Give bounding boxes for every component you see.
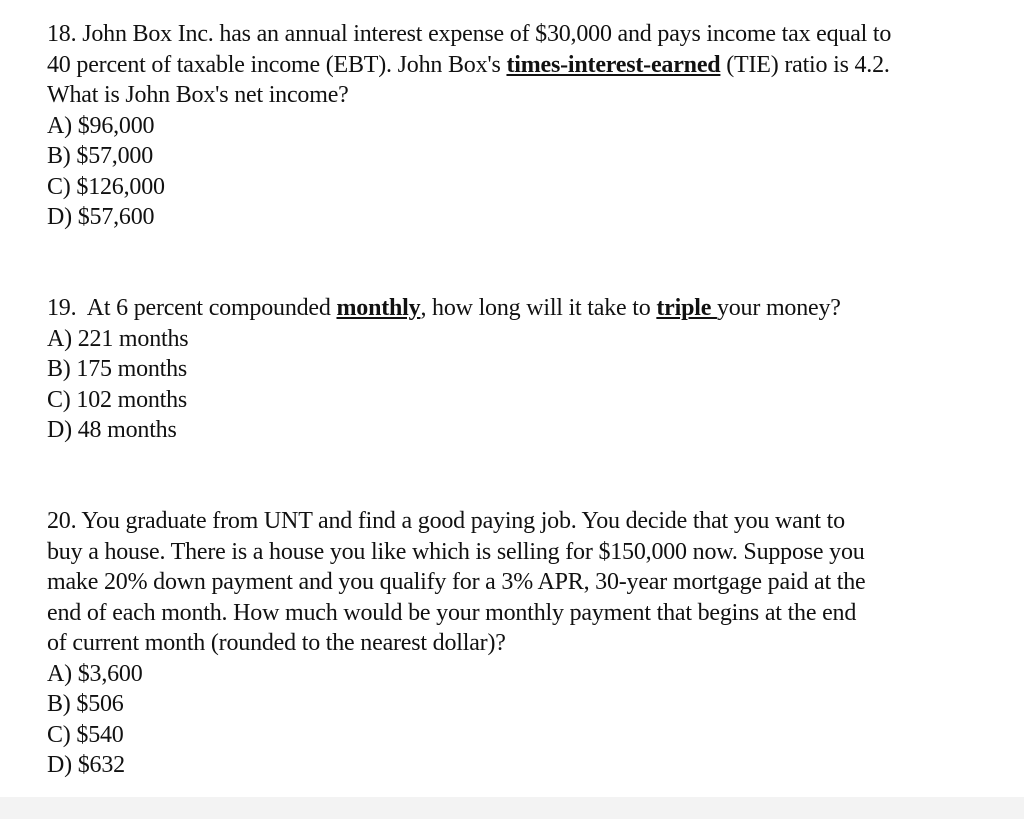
answer-option-c: C) $126,000	[47, 173, 165, 200]
answer-options	[47, 111, 1012, 233]
answer-option-d: D) 48 months	[47, 417, 177, 443]
stem-text: You graduate from UNT and find a good paying job. You decide that you want to	[81, 508, 845, 534]
stem-text: John Box Inc. has an annual interest expense of $30,000 and pays income tax equal to	[82, 21, 892, 47]
stem-line	[47, 19, 1012, 50]
emphasized-term: triple	[656, 295, 717, 321]
question-stem	[47, 19, 1012, 111]
question-18	[47, 19, 1012, 233]
answer-option-b: B) 175 months	[47, 356, 188, 382]
answer-option-a: A) $3,600	[47, 660, 143, 687]
answer-options	[47, 659, 1012, 781]
stem-line	[47, 50, 1012, 81]
question-20	[47, 506, 1012, 781]
answer-option-d: D) $632	[47, 752, 125, 778]
question-stem	[47, 293, 1012, 324]
page-bottom-edge	[0, 797, 1024, 819]
stem-text: At 6 percent compounded	[86, 295, 337, 321]
emphasized-term: times-interest-earned	[506, 51, 721, 78]
stem-line: buy a house. There is a house you like which is selling for $150,000 now. Suppose you	[47, 538, 865, 565]
answer-option-a: A) $96,000	[47, 112, 155, 139]
stem-line	[47, 293, 1012, 324]
answer-option-b: B) $57,000	[47, 143, 154, 169]
answer-option-c: C) 102 months	[47, 386, 188, 413]
question-number: 18.	[47, 21, 77, 47]
question-number: 19.	[47, 295, 77, 321]
answer-options	[47, 324, 1012, 446]
stem-line	[47, 506, 1012, 537]
stem-line: of current month (rounded to the nearest dollar)?	[47, 630, 506, 656]
stem-line: end of each month. How much would be your monthly payment that begins at the end	[47, 599, 857, 626]
answer-option-c: C) $540	[47, 721, 124, 748]
stem-line: What is John Box's net income?	[47, 82, 349, 108]
stem-text: (TIE) ratio is 4.2.	[720, 51, 890, 78]
question-stem	[47, 506, 1012, 659]
question-19	[47, 293, 1012, 446]
stem-text: your money?	[716, 295, 841, 321]
answer-option-d: D) $57,600	[47, 204, 155, 230]
question-number: 20.	[47, 508, 77, 534]
stem-line: make 20% down payment and you qualify for a 3% APR, 30-year mortgage paid at the	[47, 569, 866, 595]
answer-option-b: B) $506	[47, 691, 124, 717]
emphasized-term: monthly	[336, 295, 421, 321]
stem-text: , how long will it take to	[420, 295, 657, 321]
stem-text: 40 percent of taxable income (EBT). John Box's	[47, 51, 507, 78]
answer-option-a: A) 221 months	[47, 325, 189, 352]
